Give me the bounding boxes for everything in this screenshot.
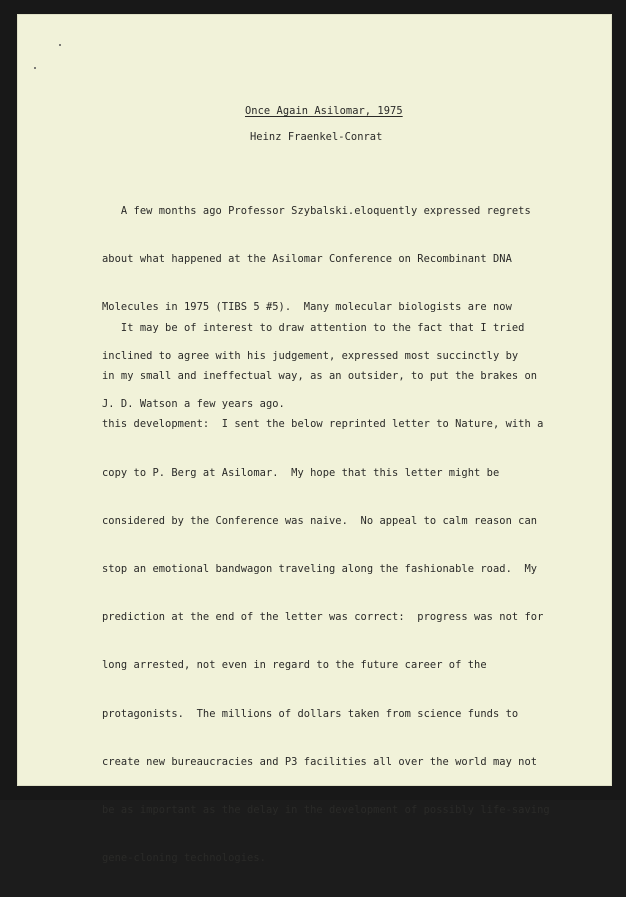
speck-mark	[34, 67, 36, 69]
text-line: Molecules in 1975 (TIBS 5 #5). Many molecular biologists are now	[102, 301, 512, 314]
text-line: in my small and ineffectual way, as an outsider, to put the brakes on	[102, 370, 538, 383]
text-line: considered by the Conference was naive. No appeal to calm reason can	[102, 514, 538, 527]
text-line: prediction at the end of the letter was correct: progress was not for	[102, 611, 544, 624]
text-line: about what happened at the Asilomar Conference on Recombinant DNA	[102, 253, 512, 266]
speck-mark	[59, 44, 61, 46]
text-line: A few months ago Professor Szybalski.eloquently expressed regrets	[102, 205, 531, 217]
text-line: inclined to agree with his judgement, expressed most succinctly by	[102, 349, 519, 362]
document-title: Once Again Asilomar, 1975	[245, 105, 403, 117]
text-line: J. D. Watson a few years ago.	[102, 397, 285, 410]
text-line: gene-cloning technologies.	[102, 852, 266, 865]
text-line: It may be of interest to draw attention to the fact that I tried	[102, 322, 525, 334]
text-line: long arrested, not even in regard to the future career of the	[102, 659, 487, 672]
text-line: stop an emotional bandwagon traveling along the fashionable road. My	[102, 562, 538, 575]
document-author: Heinz Fraenkel-Conrat	[250, 131, 383, 143]
document-page	[17, 14, 612, 865]
text-line: this development: I sent the below reprinted letter to Nature, with a	[102, 418, 544, 431]
paragraph-2	[102, 295, 550, 897]
text-line: create new bureaucracies and P3 facilities all over the world may not	[102, 755, 538, 768]
text-line: be as important as the delay in the development of possibly life-saving	[102, 803, 550, 816]
text-line: copy to P. Berg at Asilomar. My hope that this letter might be	[102, 466, 500, 479]
text-line: protagonists. The millions of dollars taken from science funds to	[102, 707, 519, 720]
